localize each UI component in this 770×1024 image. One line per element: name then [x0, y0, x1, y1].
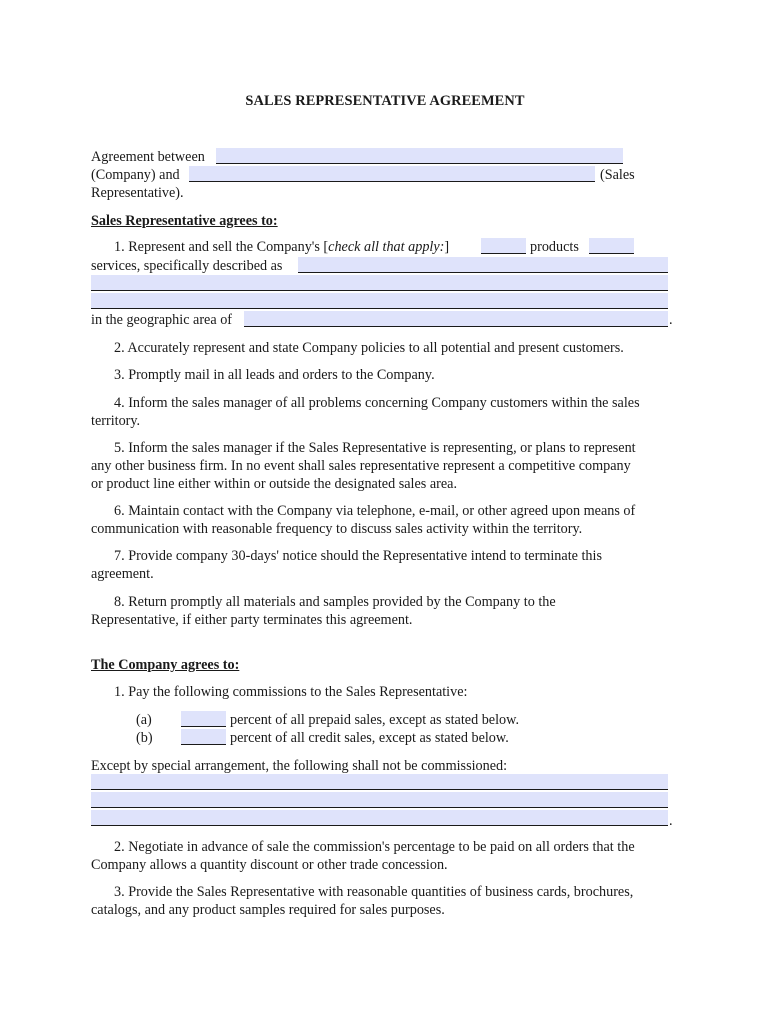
rep-item-8-line-1: 8. Return promptly all materials and samples provided by the Company to the [114, 594, 556, 610]
rep-item-3: 3. Promptly mail in all leads and orders to the Company. [114, 367, 435, 383]
products-label: products [530, 239, 579, 255]
products-checkbox-field[interactable] [481, 238, 526, 254]
sales-rep-name-field[interactable] [189, 166, 595, 182]
commission-b-label: (b) [136, 730, 153, 746]
company-item-1: 1. Pay the following commissions to the Sales Representative: [114, 684, 468, 700]
services-description-field-2[interactable] [91, 275, 668, 291]
geographic-area-period: . [669, 312, 673, 328]
intro-label-sales: (Sales [600, 167, 635, 183]
non-commissioned-period: . [669, 813, 673, 829]
intro-line-2 [91, 166, 180, 184]
commission-b-text: percent of all credit sales, except as stated below. [230, 730, 509, 746]
intro-label-company-and: (Company) and [91, 167, 180, 183]
document-title: SALES REPRESENTATIVE AGREEMENT [245, 93, 525, 109]
services-checkbox-field[interactable] [589, 238, 634, 254]
non-commissioned-field-2[interactable] [91, 792, 668, 808]
rep-item-5-line-3: or product line either within or outside the designated sales area. [91, 476, 458, 492]
intro-line-1 [91, 148, 205, 166]
company-item-3-line-2: catalogs, and any product samples required for sales purposes. [91, 902, 445, 918]
intro-line-3: Representative). [91, 185, 184, 201]
except-label: Except by special arrangement, the following shall not be commissioned: [91, 758, 508, 774]
rep-item-5-line-2: any other business firm. In no event shall sales representative represent a competitive company [91, 458, 631, 474]
rep-item-7-line-2: agreement. [91, 566, 154, 582]
rep-item-1-text: 1. Represent and sell the Company's [check all that apply:] [114, 239, 450, 255]
non-commissioned-field-3[interactable] [91, 810, 668, 826]
rep-item-5-line-1: 5. Inform the sales manager if the Sales Representative is representing, or plans to represent [114, 440, 636, 456]
services-description-field-1[interactable] [298, 257, 668, 273]
rep-item-7-line-1: 7. Provide company 30-days' notice should the Representative intend to terminate this [114, 548, 602, 564]
geographic-area-field[interactable] [244, 311, 668, 327]
company-item-2-line-1: 2. Negotiate in advance of sale the commission's percentage to be paid on all orders that the [114, 839, 635, 855]
rep-section-heading: Sales Representative agrees to: [91, 213, 278, 229]
rep-item-2: 2. Accurately represent and state Company policies to all potential and present customers. [114, 340, 624, 356]
company-section-heading: The Company agrees to: [91, 657, 240, 673]
services-description-field-3[interactable] [91, 293, 668, 309]
rep-item-8-line-2: Representative, if either party terminates this agreement. [91, 612, 413, 628]
company-item-2-line-2: Company allows a quantity discount or other trade concession. [91, 857, 448, 873]
commission-a-text: percent of all prepaid sales, except as stated below. [230, 712, 520, 728]
company-item-3-line-1: 3. Provide the Sales Representative with reasonable quantities of business cards, brochures, [114, 884, 634, 900]
rep-item-4-line-2: territory. [91, 413, 141, 429]
company-name-field[interactable] [216, 148, 623, 164]
rep-item-6-line-2: communication with reasonable frequency to discuss sales activity within the territory. [91, 521, 583, 537]
geographic-area-label: in the geographic area of [91, 312, 233, 328]
prepaid-percent-field[interactable] [181, 711, 226, 727]
intro-label-agreement-between: Agreement between [91, 149, 205, 165]
rep-item-4-line-1: 4. Inform the sales manager of all problems concerning Company customers within the sales [114, 395, 640, 411]
services-described-label: services, specifically described as [91, 258, 283, 274]
non-commissioned-field-1[interactable] [91, 774, 668, 790]
commission-a-label: (a) [136, 712, 152, 728]
credit-percent-field[interactable] [181, 729, 226, 745]
rep-item-6-line-1: 6. Maintain contact with the Company via telephone, e-mail, or other agreed upon means of [114, 503, 636, 519]
